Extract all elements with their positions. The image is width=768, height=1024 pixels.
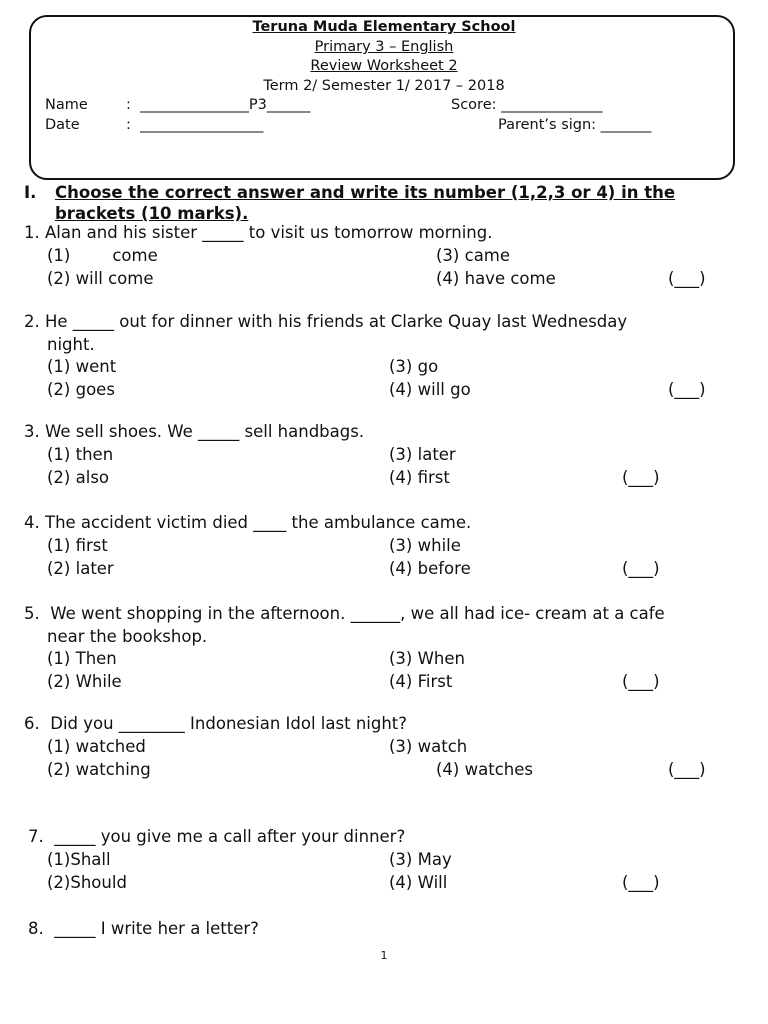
- q4-option-1: (1) first: [47, 536, 108, 555]
- q4-option-2: (2) later: [47, 559, 114, 578]
- q6-option-2: (2) watching: [47, 760, 151, 779]
- worksheet-title: Review Worksheet 2: [310, 58, 458, 74]
- q7-option-3: (3) May: [389, 850, 452, 869]
- school-name: Teruna Muda Elementary School: [252, 19, 516, 35]
- q5-option-3: (3) When: [389, 649, 465, 668]
- question-5-cont: near the bookshop.: [47, 627, 208, 646]
- q4-option-4: (4) before: [389, 559, 471, 578]
- question-3: 3. We sell shoes. We _____ sell handbags.: [24, 422, 365, 441]
- question-4: 4. The accident victim died ____ the ambulance came.: [24, 513, 472, 532]
- question-1: 1. Alan and his sister _____ to visit us tomorrow morning.: [24, 223, 493, 242]
- q4-answer-blank: (___): [622, 559, 660, 578]
- score-field: Score: ______________: [451, 97, 603, 113]
- q2-option-3: (3) go: [389, 357, 439, 376]
- question-5: 5. We went shopping in the afternoon. ______, we all had ice- cream at a cafe: [24, 604, 665, 623]
- page-number: 1: [380, 949, 388, 962]
- q7-option-1: (1)Shall: [47, 850, 111, 869]
- section-instruction: Choose the correct answer and write its number (1,2,3 or 4) in the brackets (10 marks).: [55, 183, 676, 223]
- question-8: 8. _____ I write her a letter?: [28, 919, 259, 938]
- q2-option-4: (4) will go: [389, 380, 471, 399]
- q1-option-1: (1) come: [47, 246, 158, 265]
- section-number: I.: [24, 183, 37, 202]
- q3-option-3: (3) later: [389, 445, 456, 464]
- q3-option-4: (4) first: [389, 468, 450, 487]
- name-label: Name: [45, 97, 88, 113]
- q6-option-4: (4) watches: [436, 760, 533, 779]
- q2-option-1: (1) went: [47, 357, 117, 376]
- question-2: 2. He _____ out for dinner with his friends at Clarke Quay last Wednesday: [24, 312, 628, 331]
- q5-answer-blank: (___): [622, 672, 660, 691]
- term-line: Term 2/ Semester 1/ 2017 – 2018: [263, 78, 505, 94]
- q3-option-2: (2) also: [47, 468, 110, 487]
- q7-option-4: (4) Will: [389, 873, 448, 892]
- q7-answer-blank: (___): [622, 873, 660, 892]
- q3-option-1: (1) then: [47, 445, 114, 464]
- subject-line: Primary 3 – English: [314, 39, 454, 55]
- question-2-cont: night.: [47, 335, 95, 354]
- question-7: 7. _____ you give me a call after your dinner?: [28, 827, 406, 846]
- parent-sign-field: Parent’s sign: _______: [498, 117, 652, 133]
- q1-option-4: (4) have come: [436, 269, 556, 288]
- q6-answer-blank: (___): [668, 760, 706, 779]
- date-label: Date: [45, 117, 80, 133]
- q4-option-3: (3) while: [389, 536, 461, 555]
- q7-option-2: (2)Should: [47, 873, 127, 892]
- date-field: : _________________: [126, 117, 264, 133]
- q1-option-2: (2) will come: [47, 269, 154, 288]
- question-6: 6. Did you ________ Indonesian Idol last night?: [24, 714, 408, 733]
- q5-option-2: (2) While: [47, 672, 122, 691]
- q1-option-3: (3) came: [436, 246, 511, 265]
- q2-answer-blank: (___): [668, 380, 706, 399]
- q5-option-1: (1) Then: [47, 649, 117, 668]
- q6-option-3: (3) watch: [389, 737, 468, 756]
- name-field: : _______________P3______: [126, 97, 311, 113]
- q3-answer-blank: (___): [622, 468, 660, 487]
- q2-option-2: (2) goes: [47, 380, 115, 399]
- q6-option-1: (1) watched: [47, 737, 146, 756]
- q1-answer-blank: (___): [668, 269, 706, 288]
- q5-option-4: (4) First: [389, 672, 453, 691]
